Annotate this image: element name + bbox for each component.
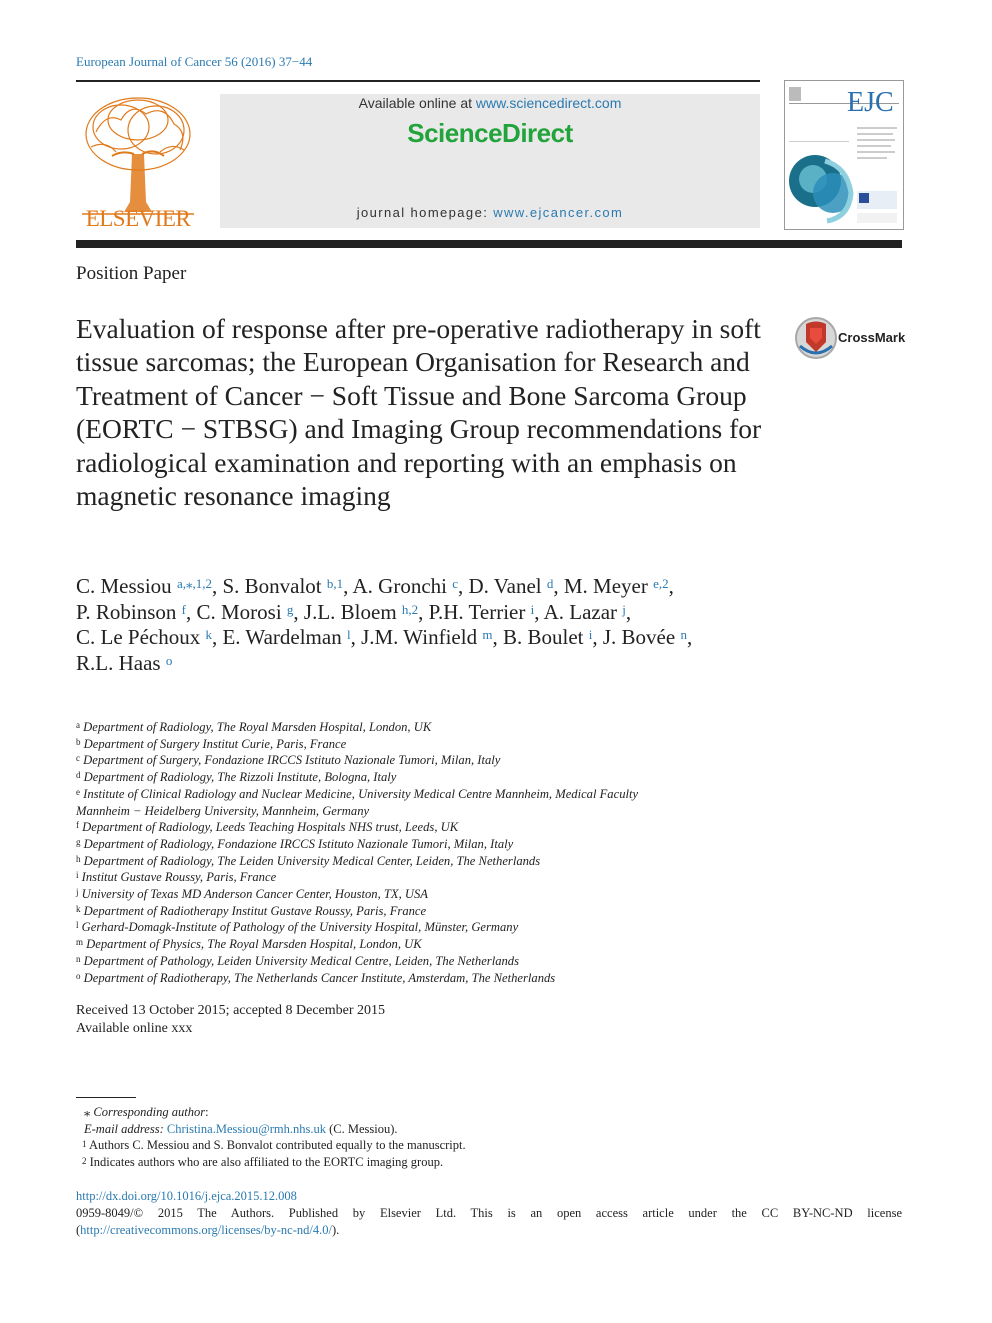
- footnotes: [82, 1104, 902, 1170]
- author-separator: ,: [668, 574, 674, 598]
- author-name: C. Messiou: [76, 574, 172, 598]
- affiliation-key: o: [76, 970, 81, 981]
- author-name: A. Gronchi: [352, 574, 447, 598]
- affiliation-item: [76, 786, 796, 803]
- affiliation-key: k: [76, 903, 81, 914]
- footnote-1-text: Authors C. Messiou and S. Bonvalot contributed equally to the manuscript.: [88, 1138, 466, 1152]
- author-name: J.M. Winfield: [361, 625, 478, 650]
- corresponding-mark: ⁎: [84, 1105, 91, 1119]
- affiliation-text: Department of Radiotherapy, The Netherlands Cancer Institute, Amsterdam, The Netherlands: [83, 970, 556, 985]
- corresponding-author-label: Corresponding author: [93, 1105, 206, 1119]
- affiliation-item: [76, 803, 796, 820]
- affiliation-item: [76, 886, 796, 903]
- affiliation-text: Gerhard-Domagk-Institute of Pathology of the University Hospital, Münster, Germany: [81, 920, 519, 935]
- article-title: Evaluation of response after pre-operative radiotherapy in soft tissue sarcomas; the European Organisation for Research and Treatment of Cancer − Soft Tissue and Bone Sarcoma Group (EORTC − STBSG) and Imaging Group recommendations for radiological examination and reporting with an emphasis on magnetic resonance imaging: [76, 313, 762, 512]
- author-entry: [76, 574, 222, 598]
- author-separator: ,: [211, 625, 223, 650]
- author-name: P.H. Terrier: [428, 599, 526, 624]
- author-separator: ,: [343, 574, 353, 598]
- received-date: Received 13 October 2015; accepted 8 December 2015: [76, 1003, 386, 1018]
- available-online-label: Available online at: [358, 95, 476, 111]
- header-bottom-rule: [76, 240, 902, 248]
- affiliation-item: [76, 752, 796, 769]
- author-separator: ,: [293, 599, 304, 624]
- affiliation-list: [76, 719, 796, 986]
- doi-link[interactable]: http://dx.doi.org/10.1016/j.ejca.2015.12.008: [76, 1189, 297, 1203]
- author-entry: [304, 600, 429, 624]
- author-name: R.L. Haas: [76, 650, 161, 675]
- author-entry: [503, 625, 603, 649]
- affiliation-text: Department of Surgery, Fondazione IRCCS Istituto Nazionale Tumori, Milan, Italy: [83, 753, 501, 768]
- affiliation-text: Department of Radiology, The Rizzoli Institute, Bologna, Italy: [83, 770, 397, 785]
- author-affiliation-marker[interactable]: h,2: [401, 601, 419, 617]
- author-separator: ,: [553, 574, 564, 598]
- affiliation-key: d: [76, 770, 81, 781]
- author-affiliation-marker[interactable]: n: [680, 627, 687, 643]
- footnote-rule: [76, 1097, 136, 1098]
- author-name: C. Morosi: [196, 599, 282, 624]
- author-name: M. Meyer: [563, 574, 648, 598]
- author-entry: [429, 600, 544, 624]
- author-separator: ,: [592, 625, 603, 650]
- author-entry: [196, 600, 303, 624]
- journal-homepage-label: journal homepage:: [356, 205, 494, 220]
- author-entry: [544, 600, 632, 624]
- affiliation-text: Department of Surgery Institut Curie, Paris, France: [83, 736, 347, 751]
- email-label: E-mail address:: [84, 1121, 167, 1136]
- affiliation-item: [76, 769, 796, 786]
- footnote-1: [82, 1137, 902, 1154]
- affiliation-item: [76, 919, 796, 936]
- affiliation-key: l: [76, 920, 79, 931]
- affiliation-text: Department of Pathology, Leiden University Medical Centre, Leiden, The Netherlands: [83, 953, 520, 968]
- author-affiliation-marker[interactable]: i: [588, 627, 593, 643]
- author-affiliation-marker[interactable]: b,1: [326, 576, 344, 591]
- affiliation-item: [76, 819, 796, 836]
- footnote-1-mark: 1: [82, 1139, 87, 1149]
- affiliation-key: n: [76, 953, 81, 964]
- author-affiliation-marker[interactable]: l: [346, 627, 351, 643]
- author-affiliation-marker[interactable]: k: [205, 627, 212, 643]
- author-separator: ,: [686, 625, 693, 650]
- author-name: D. Vanel: [468, 574, 542, 598]
- author-affiliation-marker[interactable]: i: [530, 601, 535, 617]
- affiliation-text: Department of Radiology, The Leiden University Medical Center, Leiden, The Netherlands: [83, 853, 541, 868]
- affiliation-key: i: [76, 870, 79, 881]
- footnote-2: [82, 1154, 902, 1171]
- affiliation-text: Department of Radiotherapy Institut Gustave Roussy, Paris, France: [83, 903, 427, 918]
- affiliation-key: m: [76, 937, 84, 948]
- author-name: A. Lazar: [543, 599, 618, 624]
- affiliation-text: Department of Physics, The Royal Marsden Hospital, London, UK: [86, 937, 422, 952]
- affiliation-text: Institute of Clinical Radiology and Nuclear Medicine, University Medical Centre Mannheim, Medical Faculty: [83, 786, 639, 801]
- author-separator: ,: [185, 599, 197, 624]
- author-name: B. Boulet: [502, 625, 584, 650]
- affiliation-item: [76, 836, 796, 853]
- journal-cover-image: [784, 80, 904, 230]
- sciencedirect-link[interactable]: www.sciencedirect.com: [475, 95, 622, 111]
- article-type: Position Paper: [76, 263, 187, 284]
- footnote-2-mark: 2: [82, 1155, 87, 1166]
- author-separator: ,: [350, 625, 362, 650]
- author-entry: [564, 574, 674, 598]
- author-entry: [222, 625, 361, 649]
- author-entry: [76, 651, 172, 675]
- author-affiliation-marker[interactable]: a,⁎,1,2: [176, 576, 212, 591]
- author-affiliation-marker[interactable]: d: [546, 576, 554, 591]
- affiliation-item: [76, 903, 796, 920]
- author-name: J. Bovée: [602, 625, 676, 650]
- author-list: [76, 574, 796, 676]
- affiliation-key: h: [76, 853, 81, 864]
- article-dates: [76, 1002, 385, 1038]
- elsevier-logo: [76, 92, 200, 232]
- affiliation-text: Department of Radiology, Leeds Teaching Hospitals NHS trust, Leeds, UK: [82, 820, 459, 835]
- affiliation-key: b: [76, 736, 81, 747]
- author-separator: ,: [211, 574, 223, 598]
- author-affiliation-marker[interactable]: j: [622, 601, 626, 617]
- affiliation-text: Institut Gustave Roussy, Paris, France: [81, 870, 277, 885]
- available-online-date: Available online xxx: [76, 1021, 193, 1036]
- author-affiliation-marker[interactable]: g: [286, 601, 294, 617]
- affiliation-item: [76, 719, 796, 736]
- author-separator: ,: [418, 599, 429, 624]
- affiliation-item: [76, 953, 796, 970]
- copyright-license: [76, 1205, 902, 1239]
- author-entry: [222, 574, 352, 598]
- affiliation-text: Department of Radiology, The Royal Marsden Hospital, London, UK: [83, 720, 432, 734]
- author-affiliation-marker[interactable]: e,2: [653, 576, 669, 591]
- corresponding-author-note: [82, 1104, 902, 1121]
- author-entry: [603, 625, 692, 649]
- affiliation-key: c: [76, 753, 80, 764]
- elsevier-wordmark: ELSEVIER: [85, 206, 191, 231]
- copyright-text: 0959-8049/© 2015 The Authors. Published by Elsevier Ltd. This is an open access article under the CC BY-NC-ND license (: [76, 1206, 902, 1237]
- email-link[interactable]: Christina.Messiou@rmh.nhs.uk: [166, 1121, 326, 1136]
- email-note: [82, 1121, 902, 1138]
- copyright-suffix: ).: [331, 1223, 340, 1237]
- journal-cover-title: EJC: [847, 87, 894, 118]
- author-name: C. Le Péchoux: [76, 625, 201, 650]
- affiliation-item: [76, 970, 796, 987]
- author-affiliation-marker[interactable]: f: [181, 601, 186, 617]
- author-affiliation-marker[interactable]: m: [482, 627, 493, 643]
- affiliation-text: University of Texas MD Anderson Cancer Center, Houston, TX, USA: [81, 887, 428, 902]
- affiliation-item: [76, 736, 796, 753]
- author-entry: [76, 625, 222, 649]
- author-separator: ,: [492, 625, 503, 650]
- author-separator: ,: [534, 599, 544, 624]
- author-affiliation-marker[interactable]: o: [165, 652, 173, 668]
- author-separator: ,: [625, 599, 632, 624]
- crossmark-icon: [794, 316, 838, 360]
- journal-homepage-line: [220, 205, 760, 220]
- license-link[interactable]: http://creativecommons.org/licenses/by-nc-nd/4.0/: [80, 1223, 332, 1237]
- author-entry: [469, 574, 564, 598]
- affiliation-item: [76, 936, 796, 953]
- affiliation-key: a: [76, 720, 80, 730]
- journal-homepage-link[interactable]: www.ejcancer.com: [493, 205, 624, 220]
- affiliation-key: j: [76, 887, 79, 898]
- sciencedirect-logo: ScienceDirect: [407, 118, 573, 148]
- author-entry: [361, 625, 503, 649]
- author-name: E. Wardelman: [222, 625, 342, 650]
- affiliation-item: [76, 853, 796, 870]
- affiliation-key: g: [76, 836, 81, 847]
- affiliation-key: f: [76, 820, 79, 831]
- affiliation-text: Mannheim − Heidelberg University, Mannheim, Germany: [76, 803, 370, 818]
- footnote-2-text: Indicates authors who are also affiliated to the EORTC imaging group.: [89, 1154, 444, 1169]
- author-separator: ,: [458, 574, 469, 598]
- crossmark-label[interactable]: CrossMark: [838, 330, 906, 345]
- journal-reference[interactable]: European Journal of Cancer 56 (2016) 37−44: [76, 54, 313, 69]
- author-affiliation-marker[interactable]: c: [452, 576, 459, 591]
- author-name: S. Bonvalot: [222, 574, 322, 598]
- affiliation-key: e: [76, 786, 80, 797]
- affiliation-text: Department of Radiology, Fondazione IRCCS Istituto Nazionale Tumori, Milan, Italy: [83, 836, 514, 851]
- author-entry: [76, 600, 196, 624]
- email-suffix: (C. Messiou).: [325, 1121, 398, 1136]
- affiliation-item: [76, 869, 796, 886]
- author-entry: [353, 574, 469, 598]
- author-name: J.L. Bloem: [303, 599, 397, 624]
- header-top-rule: [76, 80, 760, 82]
- corresponding-colon: :: [205, 1105, 209, 1119]
- available-online-line: [220, 94, 760, 111]
- author-name: P. Robinson: [76, 599, 177, 624]
